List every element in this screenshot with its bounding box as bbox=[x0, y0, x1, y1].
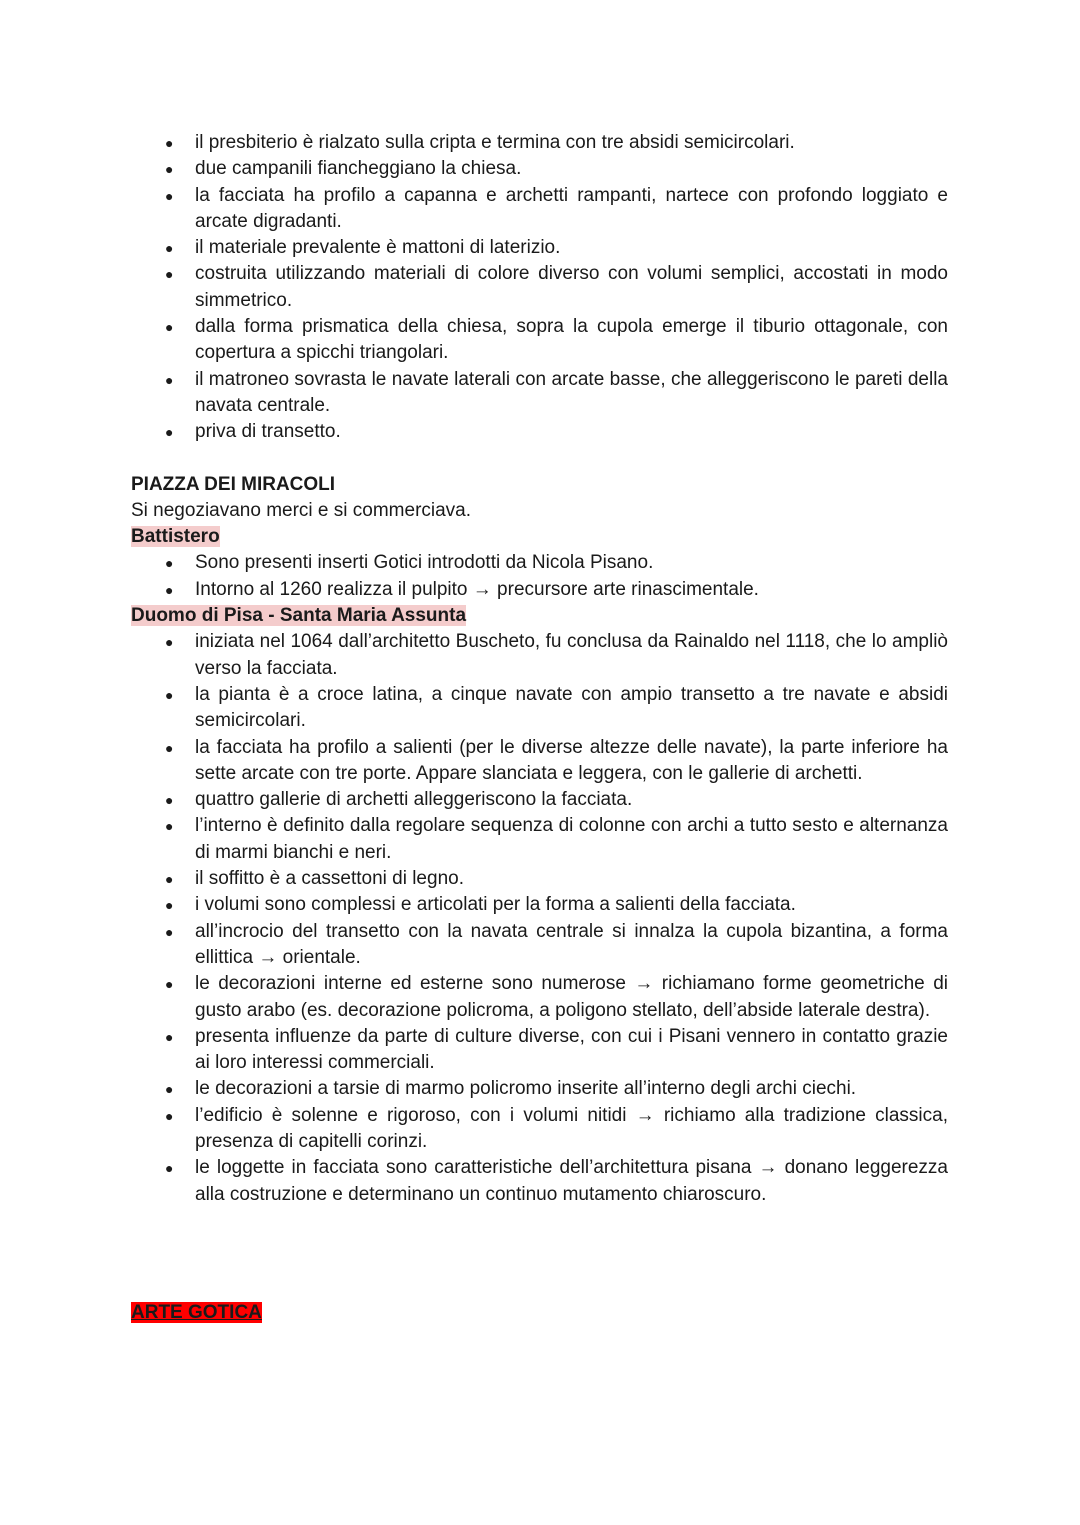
section-title-piazza: PIAZZA DEI MIRACOLI bbox=[131, 473, 336, 495]
list-item: ● presenta influenze da parte di culture diverse, con cui i Pisani vennero in contatto grazie ai loro interessi commerciali. bbox=[131, 1024, 948, 1077]
list-item: ● la pianta è a croce latina, a cinque navate con ampio transetto a tre navate e absidi semicircolari. bbox=[131, 682, 948, 735]
list-item: ● il presbiterio è rialzato sulla cripta e termina con tre absidi semicircolari. bbox=[131, 130, 948, 156]
list-item: ● il soffitto è a cassettoni di legno. bbox=[131, 866, 948, 892]
subsection-title-battistero: Battistero bbox=[131, 526, 220, 548]
intro-bullet-list bbox=[131, 130, 948, 446]
list-item: ● due campanili fiancheggiano la chiesa. bbox=[131, 156, 948, 182]
piazza-text: Si negoziavano merci e si commerciava. bbox=[131, 499, 472, 521]
list-item: ● Sono presenti inserti Gotici introdotti da Nicola Pisano. bbox=[131, 550, 948, 576]
list-item: ● dalla forma prismatica della chiesa, sopra la cupola emerge il tiburio ottagonale, con copertura a spicchi triangolari. bbox=[131, 314, 948, 367]
list-item: ● la facciata ha profilo a capanna e archetti rampanti, nartece con profondo loggiato e arcate digradanti. bbox=[131, 183, 948, 236]
list-item: ● le decorazioni interne ed esterne sono numerose → richiamano forme geometriche di gusto arabo (es. decorazione policroma, a poligono stellato, dell’abside laterale destra). bbox=[131, 971, 948, 1024]
list-item: ● il matroneo sovrasta le navate laterali con arcate basse, che alleggeriscono le pareti della navata centrale. bbox=[131, 367, 948, 420]
list-item: ● le decorazioni a tarsie di marmo policromo inserite all’interno degli archi ciechi. bbox=[131, 1076, 948, 1102]
list-item: ● la facciata ha profilo a salienti (per le diverse altezze delle navate), la parte inferiore ha sette arcate con tre porte. Appare slanciata e leggera, con le gallerie di archetti. bbox=[131, 735, 948, 788]
list-item: ● l’edificio è solenne e rigoroso, con i volumi nitidi → richiamo alla tradizione classica, presenza di capitelli corinzi. bbox=[131, 1103, 948, 1156]
list-item: ● all’incrocio del transetto con la navata centrale si innalza la cupola bizantina, a forma ellittica → orientale. bbox=[131, 919, 948, 972]
subsection-title-duomo: Duomo di Pisa - Santa Maria Assunta bbox=[131, 605, 467, 627]
document-page bbox=[131, 130, 948, 1326]
list-item: ● priva di transetto. bbox=[131, 419, 948, 445]
list-item: ● iniziata nel 1064 dall’architetto Buscheto, fu conclusa da Rainaldo nel 1118, che lo ampliò verso la facciata. bbox=[131, 629, 948, 682]
list-item: ● il materiale prevalente è mattoni di laterizio. bbox=[131, 235, 948, 261]
list-item: ● l’interno è definito dalla regolare sequenza di colonne con archi a tutto sesto e alternanza di marmi bianchi e neri. bbox=[131, 813, 948, 866]
list-item: ● le loggette in facciata sono caratteristiche dell’architettura pisana → donano leggerezza alla costruzione e determinano un continuo mutamento chiaroscuro. bbox=[131, 1155, 948, 1208]
list-item: ● costruita utilizzando materiali di colore diverso con volumi semplici, accostati in modo simmetrico. bbox=[131, 261, 948, 314]
list-item: ● i volumi sono complessi e articolati per la forma a salienti della facciata. bbox=[131, 892, 948, 918]
list-item: ● Intorno al 1260 realizza il pulpito → precursore arte rinascimentale. bbox=[131, 577, 948, 603]
list-item: ● quattro gallerie di archetti alleggeriscono la facciata. bbox=[131, 787, 948, 813]
battistero-bullet-list bbox=[131, 550, 948, 603]
section-title-arte-gotica: ARTE GOTICA bbox=[131, 1301, 262, 1323]
duomo-bullet-list bbox=[131, 629, 948, 1208]
